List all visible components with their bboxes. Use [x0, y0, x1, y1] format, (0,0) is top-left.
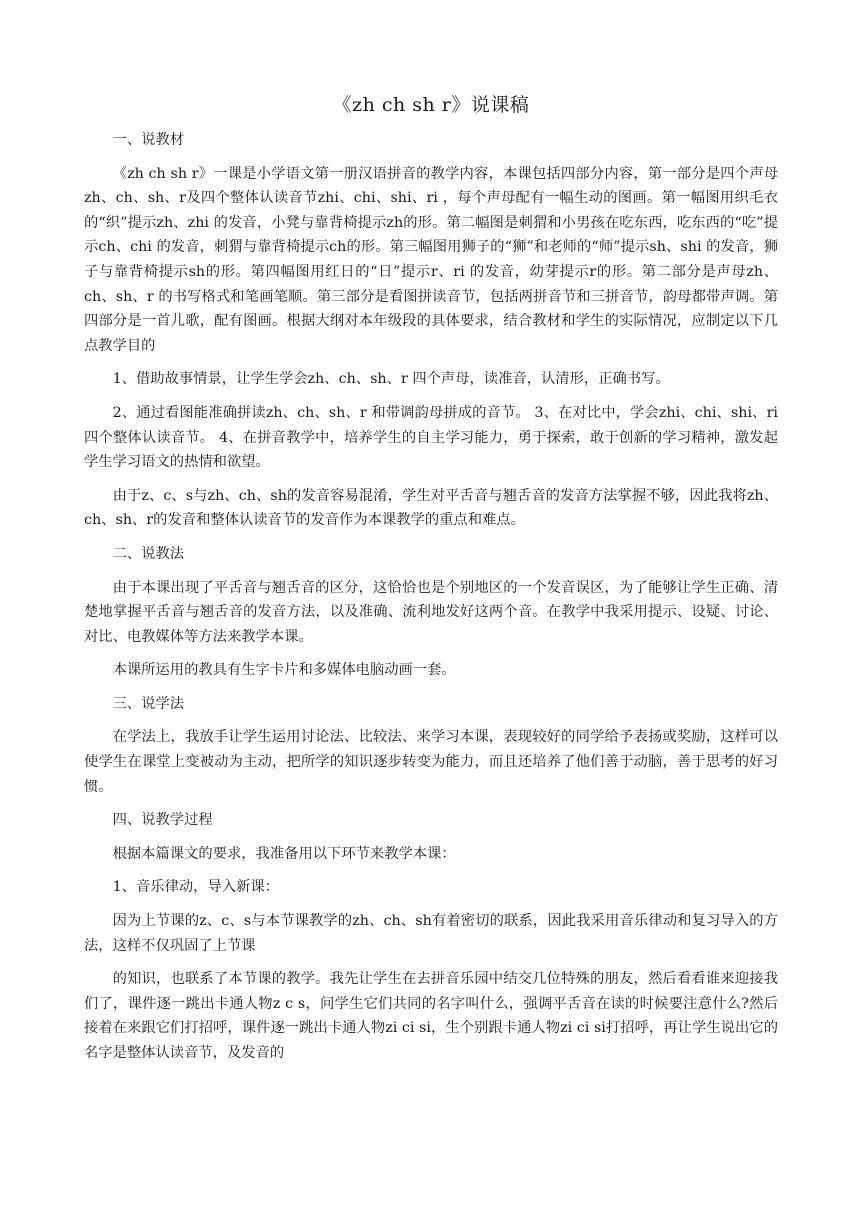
document-body [84, 128, 778, 1066]
section-heading-teaching-material: 一、说教材 [112, 132, 185, 148]
paragraph-material-overview: 《zh ch sh r》一课是小学语文第一册汉语拼音的教学内容，本课包括四部分内容，第一部分是四个声母zh、ch、sh、r及四个整体认读音节zhi、chi、shi、ri ，每个声母配有一幅生动的图画。第一幅图用织毛衣的“织”提示zh、zhi 的发音，小凳与靠背椅提示zh的形。第二幅图是刺猬和小男孩在吃东西，吃东西的“吃”提示ch、chi 的发音，刺猬与靠背椅提示ch的形。第三幅图用狮子的“狮”和老师的“师”提示sh、shi 的发音，狮子与靠背椅提示sh的形。第四幅图用红日的“日”提示r、ri 的发音，幼芽提示r的形。第二部分是声母zh、ch、sh、r 的书写格式和笔画笔顺。第三部分是看图拼读音节，包括两拼音节和三拼音节，韵母都带声调。第四部分是一首儿歌，配有图画。根据大纲对本年级段的具体要求，结合教材和学生的实际情况，应制定以下几点教学目的 [84, 165, 778, 354]
paragraph-step-1-detail: 的知识，也联系了本节课的教学。我先让学生在去拼音乐园中结交几位特殊的朋友，然后看看谁来迎接我们了，课件逐一跳出卡通人物z c s，问学生它们共同的名字叫什么，强调平舌音在读的时候要注意什么?然后接着在来跟它们打招呼，课件逐一跳出卡通人物zi ci si，生个别跟卡通人物zi ci si打招呼，再让学生说出它的名字是整体认读音节，及发音的 [84, 971, 778, 1061]
paragraph-step-1-reason: 因为上节课的z、c、s与本节课教学的zh、ch、sh有着密切的联系，因此我采用音乐律动和复习导入的方法，这样不仅巩固了上节课 [84, 913, 778, 954]
paragraph-step-1-title: 1、音乐律动，导入新课： [112, 879, 279, 896]
paragraph-learning-method: 在学法上，我放手让学生运用讨论法、比较法、来学习本课，表现较好的同学给予表扬或奖励，这样可以使学生在课堂上变被动为主动，把所学的知识逐步转变为能力，而且还培养了他们善于动脑，善于思考的好习惯。 [84, 729, 778, 795]
paragraph-goals-2-4: 2、通过看图能准确拼读zh、ch、sh、r 和带调韵母拼成的音节。 3、在对比中，学会zhi、chi、shi、ri 四个整体认读音节。 4、在拼音教学中，培养学生的自主学习能力，勇于探索，敢于创新的学习精神，激发起学生学习语文的热情和欲望。 [84, 404, 778, 471]
paragraph-process-intro: 根据本篇课文的要求，我准备用以下环节来教学本课： [112, 845, 456, 862]
paragraph-key-difficulty: 由于z、c、s与zh、ch、sh的发音容易混淆，学生对平舌音与翘舌音的发音方法掌握不够，因此我将zh、ch、sh、r的发音和整体认读音节的发音作为本课教学的重点和难点。 [84, 487, 778, 529]
paragraph-goal-1: 1、借助故事情景，让学生学会zh、ch、sh、r 四个声母，读准音，认清形，正确书写。 [112, 371, 670, 388]
paragraph-method-description: 由于本课出现了平舌音与翘舌音的区分，这恰恰也是个别地区的一个发音误区，为了能够让学生正确、清楚地掌握平舌音与翘舌音的发音方法，以及准确、流利地发好这两个音。在教学中我采用提示、设疑、讨论、对比、电教媒体等方法来教学本课。 [84, 579, 778, 645]
document-title: 《zh ch sh r》说课稿 [332, 94, 530, 116]
paragraph-teaching-aids: 本课所运用的教具有生字卡片和多媒体电脑动画一套。 [112, 662, 456, 679]
document-page [84, 92, 778, 1075]
section-heading-teaching-method: 二、说教法 [112, 545, 185, 562]
section-heading-teaching-process: 四、说教学过程 [112, 812, 213, 829]
section-heading-learning-method: 三、说学法 [112, 695, 185, 712]
